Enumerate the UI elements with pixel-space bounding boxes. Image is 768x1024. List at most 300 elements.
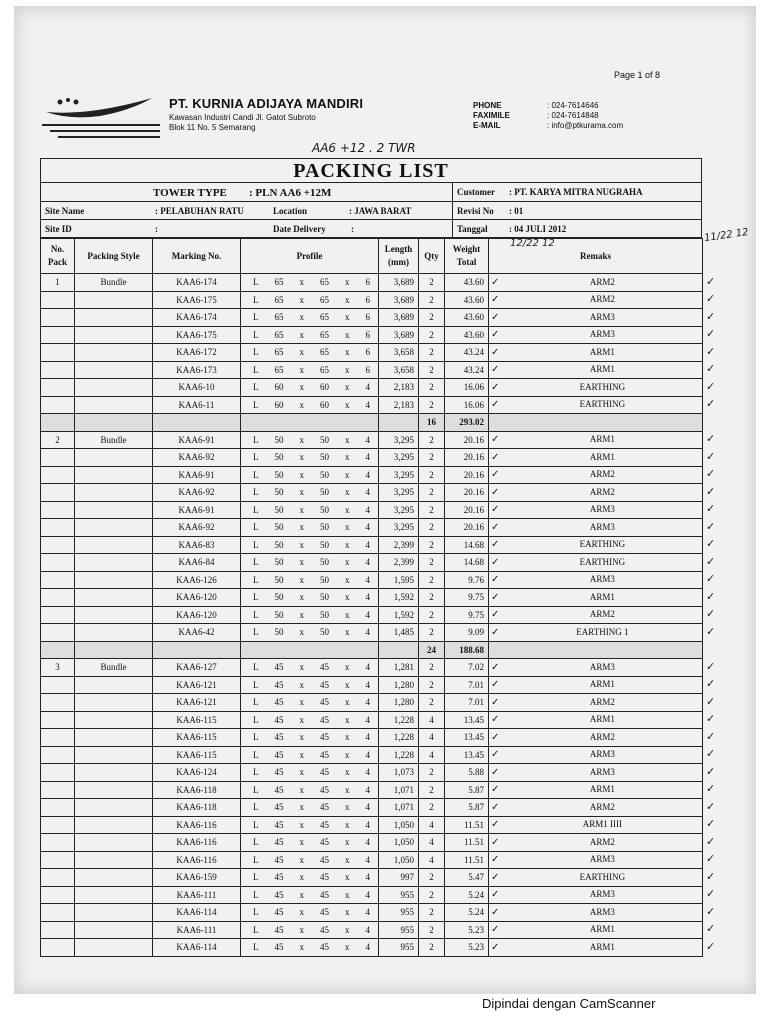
weight-total: 5.23 — [445, 921, 489, 939]
weight-total: 9.76 — [445, 571, 489, 589]
check-mark-icon: ✓ — [491, 539, 500, 551]
table-row — [41, 781, 703, 799]
profile: L 45 x 45 x 4 — [241, 676, 379, 694]
weight-total: 14.68 — [445, 536, 489, 554]
table-row — [41, 309, 703, 327]
tanggal-label: Tanggal — [457, 224, 488, 234]
qty: 4 — [419, 729, 445, 747]
table-row — [41, 554, 703, 572]
marking-no: KAA6-115 — [153, 711, 241, 729]
weight-total: 20.16 — [445, 466, 489, 484]
length: 1,050 — [379, 816, 419, 834]
site-id-label: Site ID — [45, 224, 72, 234]
packing-style — [75, 624, 153, 642]
qty: 2 — [419, 676, 445, 694]
qty: 2 — [419, 309, 445, 327]
check-mark-icon: ✓ — [491, 311, 500, 323]
tower-type-label: TOWER TYPE — [153, 187, 227, 199]
margin-check-icon: ✓ — [706, 345, 716, 358]
marking-no: KAA6-91 — [153, 466, 241, 484]
marking-no: KAA6-118 — [153, 781, 241, 799]
packing-style — [75, 694, 153, 712]
marking-no: KAA6-118 — [153, 799, 241, 817]
profile: L 45 x 45 x 4 — [241, 921, 379, 939]
remarks: ✓ ARM1 — [489, 344, 703, 362]
subtotal-blank — [41, 414, 75, 432]
margin-check-icon: ✓ — [706, 293, 716, 305]
check-mark-icon: ✓ — [491, 504, 500, 516]
check-mark-icon: ✓ — [491, 924, 500, 936]
margin-check-icon: ✓ — [706, 800, 716, 813]
length: 2,183 — [379, 379, 419, 397]
packing-style — [75, 501, 153, 519]
packing-style — [75, 606, 153, 624]
table-row — [41, 396, 703, 414]
margin-check-icon: ✓ — [706, 485, 716, 498]
profile: L 50 x 50 x 4 — [241, 624, 379, 642]
company-name: PT. KURNIA ADIJAYA MANDIRI — [169, 96, 364, 111]
pack-number: 2 — [41, 431, 75, 449]
length: 1,050 — [379, 834, 419, 852]
qty: 2 — [419, 571, 445, 589]
remarks: ✓ ARM1 — [489, 711, 703, 729]
profile: L 45 x 45 x 4 — [241, 939, 379, 957]
pack-number — [41, 449, 75, 467]
pack-number — [41, 799, 75, 817]
check-mark-icon: ✓ — [491, 434, 500, 446]
length: 1,071 — [379, 799, 419, 817]
profile: L 45 x 45 x 4 — [241, 764, 379, 782]
profile: L 45 x 45 x 4 — [241, 869, 379, 887]
length: 1,485 — [379, 624, 419, 642]
qty: 2 — [419, 764, 445, 782]
pack-number — [41, 571, 75, 589]
company-contacts: PHONE : 024-7614646 FAXIMILE : 024-7614848 E-MAIL : info@ptkurama.com — [473, 101, 624, 130]
qty: 2 — [419, 624, 445, 642]
marking-no: KAA6-120 — [153, 589, 241, 607]
profile: L 50 x 50 x 4 — [241, 484, 379, 502]
remarks: ✓ ARM2 — [489, 274, 703, 292]
profile: L 50 x 50 x 4 — [241, 431, 379, 449]
length: 2,399 — [379, 554, 419, 572]
table-row — [41, 379, 703, 397]
pack-number — [41, 624, 75, 642]
pack-number — [41, 939, 75, 957]
remarks: ✓ ARM3 — [489, 501, 703, 519]
length: 3,295 — [379, 466, 419, 484]
weight-total: 5.87 — [445, 799, 489, 817]
pack-number — [41, 834, 75, 852]
profile: L 65 x 65 x 6 — [241, 344, 379, 362]
margin-check-icon: ✓ — [706, 730, 716, 743]
table-row — [41, 799, 703, 817]
marking-no: KAA6-84 — [153, 554, 241, 572]
marking-no: KAA6-121 — [153, 676, 241, 694]
profile: L 45 x 45 x 4 — [241, 851, 379, 869]
col-packing-style: Packing Style — [75, 239, 153, 274]
site-name-value: : PELABUHAN RATU — [155, 206, 244, 216]
company-address: Kawasan Industri Candi Jl. Gatot Subroto Blok 11 No. 5 Semarang — [169, 113, 316, 132]
check-mark-icon: ✓ — [491, 609, 500, 621]
packing-style — [75, 939, 153, 957]
packing-style — [75, 571, 153, 589]
weight-total: 13.45 — [445, 746, 489, 764]
remarks: ✓ EARTHING — [489, 396, 703, 414]
weight-total: 43.60 — [445, 309, 489, 327]
pack-number — [41, 466, 75, 484]
tanggal-value: : 04 JULI 2012 — [509, 224, 567, 234]
margin-check-icon: ✓ — [706, 520, 716, 533]
qty: 2 — [419, 344, 445, 362]
check-mark-icon: ✓ — [491, 521, 500, 533]
remarks: ✓ ARM3 — [489, 764, 703, 782]
packing-style — [75, 379, 153, 397]
qty: 2 — [419, 606, 445, 624]
packing-style — [75, 361, 153, 379]
subtotal-blank — [489, 641, 703, 659]
length: 3,295 — [379, 501, 419, 519]
profile: L 65 x 65 x 6 — [241, 291, 379, 309]
remarks: ✓ ARM1 — [489, 589, 703, 607]
check-mark-icon: ✓ — [491, 591, 500, 603]
col-qty: Qty — [419, 239, 445, 274]
packing-style — [75, 869, 153, 887]
pack-number — [41, 886, 75, 904]
col-length: Length (mm) — [379, 239, 419, 274]
qty: 4 — [419, 816, 445, 834]
profile: L 50 x 50 x 4 — [241, 536, 379, 554]
weight-total: 9.75 — [445, 589, 489, 607]
remarks: ✓ ARM1 — [489, 431, 703, 449]
profile: L 50 x 50 x 4 — [241, 501, 379, 519]
pack-number — [41, 326, 75, 344]
subtotal-blank — [75, 414, 153, 432]
length: 3,658 — [379, 344, 419, 362]
check-mark-icon: ✓ — [491, 889, 500, 901]
check-mark-icon: ✓ — [491, 696, 500, 708]
packing-style — [75, 291, 153, 309]
weight-total: 7.02 — [445, 659, 489, 677]
marking-no: KAA6-115 — [153, 729, 241, 747]
length: 997 — [379, 869, 419, 887]
margin-check-icon: ✓ — [706, 275, 716, 288]
check-mark-icon: ✓ — [491, 346, 500, 358]
subtotal-weight: 188.68 — [445, 641, 489, 659]
remarks: ✓ EARTHING — [489, 554, 703, 572]
table-row — [41, 326, 703, 344]
table-row — [41, 536, 703, 554]
remarks: ✓ ARM1 — [489, 449, 703, 467]
table-row — [41, 921, 703, 939]
profile: L 50 x 50 x 4 — [241, 606, 379, 624]
subtotal-blank — [379, 641, 419, 659]
qty: 2 — [419, 361, 445, 379]
check-mark-icon: ✓ — [491, 381, 500, 393]
remarks: ✓ ARM2 — [489, 484, 703, 502]
packing-style — [75, 886, 153, 904]
weight-total: 43.24 — [445, 344, 489, 362]
margin-check-icon: ✓ — [706, 870, 716, 883]
margin-check-icon: ✓ — [706, 660, 716, 673]
length: 2,183 — [379, 396, 419, 414]
remarks: ✓ ARM2 — [489, 466, 703, 484]
margin-check-icon: ✓ — [706, 608, 716, 620]
profile: L 50 x 50 x 4 — [241, 554, 379, 572]
subtotal-row — [41, 414, 703, 432]
packing-style — [75, 816, 153, 834]
qty: 2 — [419, 379, 445, 397]
handwritten-date: 12/22 12 — [510, 238, 555, 249]
pack-number — [41, 589, 75, 607]
qty: 2 — [419, 694, 445, 712]
weight-total: 11.51 — [445, 816, 489, 834]
profile: L 60 x 60 x 4 — [241, 379, 379, 397]
marking-no: KAA6-92 — [153, 519, 241, 537]
marking-no: KAA6-83 — [153, 536, 241, 554]
subtotal-blank — [75, 641, 153, 659]
check-mark-icon: ✓ — [491, 749, 500, 761]
weight-total: 5.24 — [445, 904, 489, 922]
check-mark-icon: ✓ — [491, 451, 500, 463]
marking-no: KAA6-115 — [153, 746, 241, 764]
qty: 2 — [419, 886, 445, 904]
check-mark-icon: ✓ — [491, 731, 500, 743]
remarks: ✓ ARM3 — [489, 571, 703, 589]
table-row — [41, 659, 703, 677]
packing-style — [75, 711, 153, 729]
remarks: ✓ ARM3 — [489, 886, 703, 904]
profile: L 45 x 45 x 4 — [241, 729, 379, 747]
packing-style — [75, 536, 153, 554]
margin-check-icon: ✓ — [706, 625, 716, 638]
check-mark-icon: ✓ — [491, 871, 500, 883]
length: 3,689 — [379, 309, 419, 327]
packing-style — [75, 834, 153, 852]
pack-number — [41, 729, 75, 747]
margin-check-icon: ✓ — [706, 940, 716, 953]
remarks: ✓ ARM3 — [489, 659, 703, 677]
site-name-label: Site Name — [45, 206, 85, 216]
remarks: ✓ ARM1 — [489, 781, 703, 799]
marking-no: KAA6-116 — [153, 816, 241, 834]
check-mark-icon: ✓ — [491, 294, 500, 306]
delivery-value: : — [351, 224, 354, 234]
profile: L 60 x 60 x 4 — [241, 396, 379, 414]
length: 955 — [379, 886, 419, 904]
check-mark-icon: ✓ — [491, 574, 500, 586]
pack-number: 1 — [41, 274, 75, 292]
weight-total: 5.24 — [445, 886, 489, 904]
check-mark-icon: ✓ — [491, 854, 500, 866]
marking-no: KAA6-111 — [153, 921, 241, 939]
packing-style — [75, 904, 153, 922]
tower-type-value: : PLN AA6 +12M — [249, 187, 332, 199]
length: 3,658 — [379, 361, 419, 379]
margin-check-icon: ✓ — [706, 450, 716, 463]
qty: 2 — [419, 589, 445, 607]
table-row — [41, 816, 703, 834]
profile: L 65 x 65 x 6 — [241, 361, 379, 379]
check-mark-icon: ✓ — [491, 486, 500, 498]
pack-number — [41, 904, 75, 922]
check-mark-icon: ✓ — [491, 714, 500, 726]
weight-total: 16.06 — [445, 396, 489, 414]
packing-style — [75, 396, 153, 414]
packing-style: Bundle — [75, 431, 153, 449]
weight-total: 20.16 — [445, 484, 489, 502]
remarks: ✓ ARM2 — [489, 799, 703, 817]
remarks: ✓ ARM3 — [489, 904, 703, 922]
pack-number — [41, 291, 75, 309]
check-mark-icon: ✓ — [491, 329, 500, 341]
marking-no: KAA6-159 — [153, 869, 241, 887]
margin-check-icon: ✓ — [706, 328, 716, 340]
weight-total: 5.23 — [445, 939, 489, 957]
remarks: ✓ ARM3 — [489, 309, 703, 327]
remarks: ✓ ARM2 — [489, 729, 703, 747]
packing-style: Bundle — [75, 659, 153, 677]
check-mark-icon: ✓ — [491, 399, 500, 411]
packing-style — [75, 484, 153, 502]
weight-total: 9.09 — [445, 624, 489, 642]
subtotal-weight: 293.02 — [445, 414, 489, 432]
profile: L 45 x 45 x 4 — [241, 816, 379, 834]
company-logo — [40, 94, 162, 140]
marking-no: KAA6-173 — [153, 361, 241, 379]
document-title: PACKING LIST — [40, 158, 702, 182]
pack-number: 3 — [41, 659, 75, 677]
check-mark-icon: ✓ — [491, 556, 500, 568]
qty: 2 — [419, 396, 445, 414]
marking-no: KAA6-114 — [153, 904, 241, 922]
scanner-footer: Dipindai dengan CamScanner — [482, 996, 656, 1011]
remarks: ✓ EARTHING — [489, 869, 703, 887]
pack-number — [41, 816, 75, 834]
page-number: Page 1 of 8 — [614, 70, 661, 80]
handwritten-date-margin: 11/22 12 — [703, 226, 750, 245]
qty: 2 — [419, 501, 445, 519]
pack-number — [41, 851, 75, 869]
length: 955 — [379, 939, 419, 957]
table-row — [41, 694, 703, 712]
pack-number — [41, 869, 75, 887]
marking-no: KAA6-175 — [153, 291, 241, 309]
table-row — [41, 764, 703, 782]
weight-total: 20.16 — [445, 501, 489, 519]
weight-total: 43.60 — [445, 326, 489, 344]
margin-check-icon: ✓ — [706, 853, 716, 865]
qty: 2 — [419, 326, 445, 344]
qty: 2 — [419, 449, 445, 467]
check-mark-icon: ✓ — [491, 784, 500, 796]
weight-total: 13.45 — [445, 711, 489, 729]
packing-style — [75, 344, 153, 362]
margin-check-icon: ✓ — [706, 573, 716, 585]
marking-no: KAA6-92 — [153, 484, 241, 502]
profile: L 45 x 45 x 4 — [241, 781, 379, 799]
customer-value: : PT. KARYA MITRA NUGRAHA — [509, 187, 643, 197]
delivery-label: Date Delivery — [273, 224, 326, 234]
check-mark-icon: ✓ — [491, 364, 500, 376]
profile: L 65 x 65 x 6 — [241, 274, 379, 292]
marking-no: KAA6-116 — [153, 834, 241, 852]
margin-check-icon: ✓ — [706, 555, 716, 568]
remarks: ✓ ARM3 — [489, 519, 703, 537]
packing-style — [75, 589, 153, 607]
pack-number — [41, 606, 75, 624]
check-mark-icon: ✓ — [491, 906, 500, 918]
margin-check-icon: ✓ — [706, 678, 716, 690]
pack-number — [41, 379, 75, 397]
remarks: ✓ ARM3 — [489, 851, 703, 869]
subtotal-row — [41, 641, 703, 659]
remarks: ✓ ARM2 — [489, 291, 703, 309]
table-row — [41, 729, 703, 747]
subtotal-blank — [153, 641, 241, 659]
margin-check-icon: ✓ — [706, 468, 716, 480]
margin-check-icon: ✓ — [706, 503, 716, 515]
marking-no: KAA6-42 — [153, 624, 241, 642]
qty: 2 — [419, 466, 445, 484]
packing-table — [40, 238, 703, 957]
check-mark-icon: ✓ — [491, 836, 500, 848]
length: 1,280 — [379, 694, 419, 712]
subtotal-qty: 24 — [419, 641, 445, 659]
packing-style — [75, 449, 153, 467]
remarks: ✓ ARM2 — [489, 694, 703, 712]
table-row — [41, 939, 703, 957]
check-mark-icon: ✓ — [491, 801, 500, 813]
subtotal-blank — [153, 414, 241, 432]
site-id-value: : — [155, 224, 158, 234]
profile: L 45 x 45 x 4 — [241, 886, 379, 904]
length: 1,592 — [379, 589, 419, 607]
table-row — [41, 449, 703, 467]
col-weight: Weight Total — [445, 239, 489, 274]
profile: L 45 x 45 x 4 — [241, 694, 379, 712]
table-row — [41, 606, 703, 624]
qty: 4 — [419, 711, 445, 729]
pack-number — [41, 711, 75, 729]
subtotal-blank — [241, 414, 379, 432]
length: 1,228 — [379, 746, 419, 764]
weight-total: 11.51 — [445, 834, 489, 852]
table-row — [41, 519, 703, 537]
table-row — [41, 624, 703, 642]
length: 3,689 — [379, 291, 419, 309]
packing-style — [75, 326, 153, 344]
packing-style — [75, 554, 153, 572]
qty: 2 — [419, 869, 445, 887]
profile: L 45 x 45 x 4 — [241, 711, 379, 729]
length: 1,281 — [379, 659, 419, 677]
weight-total: 43.60 — [445, 274, 489, 292]
marking-no: KAA6-111 — [153, 886, 241, 904]
qty: 2 — [419, 799, 445, 817]
pack-number — [41, 536, 75, 554]
profile: L 65 x 65 x 6 — [241, 326, 379, 344]
margin-check-icon: ✓ — [706, 835, 716, 848]
check-mark-icon: ✓ — [491, 626, 500, 638]
revisi-label: Revisi No — [457, 206, 494, 216]
check-mark-icon: ✓ — [491, 766, 500, 778]
pack-number — [41, 396, 75, 414]
length: 1,071 — [379, 781, 419, 799]
marking-no: KAA6-10 — [153, 379, 241, 397]
location-value: : JAWA BARAT — [349, 206, 412, 216]
qty: 2 — [419, 904, 445, 922]
pack-number — [41, 361, 75, 379]
